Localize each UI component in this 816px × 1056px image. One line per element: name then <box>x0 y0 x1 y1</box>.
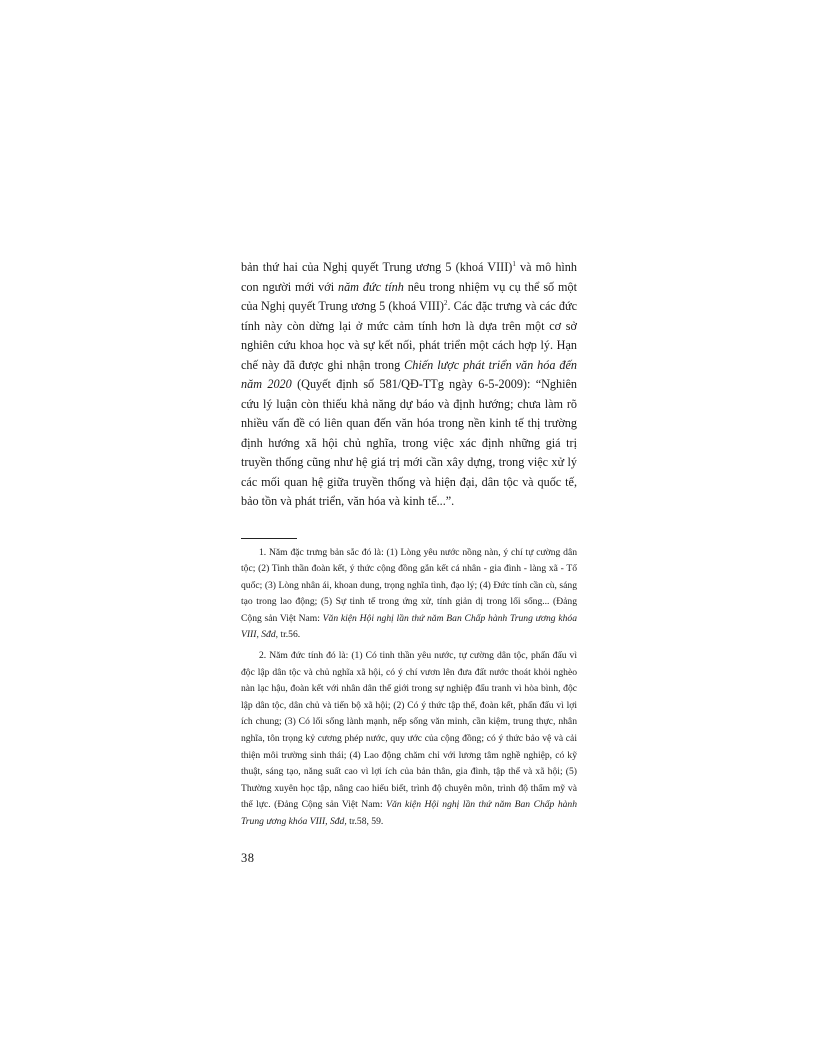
footnote-ref-2: 2 <box>443 298 448 307</box>
paragraph-segment: bản thứ hai của Nghị quyết Trung ương 5 (khoá VIII) <box>241 260 513 274</box>
paragraph-segment: . Các đặc trưng và các đức tính này còn dừng lại ở mức cảm tính hơn là dựa trên một cơ sở nghiên cứu khoa học và sự kết nối, phát triển một cách hợp lý. Hạn chế này đã được ghi nhận trong <box>241 299 577 372</box>
paragraph-segment: nêu trong nhiệm vụ cụ thể số một của Nghị quyết Trung ương 5 (khoá VIII) <box>241 279 577 313</box>
page-number: 38 <box>241 850 255 865</box>
footnote-text: 2. Năm đức tính đó là: (1) Có tinh thần yêu nước, tự cường dân tộc, phấn đấu vì độc lập dân tộc và chủ nghĩa xã hội, có ý chí vươn lên đưa đất nước thoát khỏi nghèo nàn lạc hậu, đoàn kết với nhân dân thế giới trong sự nghiệp đấu tranh vì hòa bình, độc lập dân tộc, dân chủ và tiến bộ xã hội; (2) Có ý thức tập thể, đoàn kết, phấn đấu vì lợi ích chung; (3) Có lối sống lành mạnh, nếp sống văn minh, cần kiệm, trung thực, nhân nghĩa, tôn trọng kỷ cương phép nước, quy ước của cộng đồng; có ý thức bảo vệ và cải thiện môi trường sinh thái; (4) Lao động chăm chỉ với lương tâm nghề nghiệp, có kỹ thuật, sáng tạo, năng suất cao vì lợi ích của bản thân, gia đình, tập thể và xã hội; (5) Thường xuyên học tập, nâng cao hiểu biết, trình độ chuyên môn, trình độ thẩm mỹ và thể lực. (Đảng Cộng sản Việt Nam: <box>241 650 577 811</box>
italic-phrase: năm đức tính <box>337 279 404 294</box>
footnote-tail: tr.58, 59. <box>346 816 384 827</box>
footnote-1 <box>241 545 577 645</box>
footnote-tail: tr.56. <box>278 629 301 641</box>
book-page <box>241 258 577 866</box>
footnote-text: 1. Năm đặc trưng bản sắc đó là: (1) Lòng yêu nước nồng nàn, ý chí tự cường dân tộc; (2) Tinh thần đoàn kết, ý thức cộng đồng gắn kết cá nhân - gia đình - làng xã - Tổ quốc; (3) Lòng nhân ái, khoan dung, trọng nghĩa tình, đạo lý; (4) Đức tính cần cù, sáng tạo trong lao động; (5) Sự tinh tế trong ứng xử, tính giản dị trong lối sống... (Đảng Cộng sản Việt Nam: <box>241 546 577 624</box>
footnote-ref-1: 1 <box>512 259 516 268</box>
footnote-italic: Văn kiện Hội nghị lần thứ năm Ban Chấp hành Trung ương khóa VIII, Sđd, <box>241 612 577 641</box>
italic-title: Chiến lược phát triển văn hóa đến năm 2020 <box>241 357 577 391</box>
footnote-italic: Văn kiện Hội nghị lần thứ năm Ban Chấp hành Trung ương khóa VIII, Sđd, <box>241 799 578 827</box>
footnote-divider <box>241 538 297 539</box>
main-paragraph <box>241 258 577 512</box>
footnote-2 <box>241 648 577 831</box>
paragraph-segment: (Quyết định số 581/QĐ-TTg ngày 6-5-2009): “Nghiên cứu lý luận còn thiếu khả năng dự báo và định hướng; chưa làm rõ nhiều vấn đề có liên quan đến văn hóa trong nền kinh tế thị trường định hướng xã hội chủ nghĩa, trong việc xác định những giá trị truyền thống cũng như hệ giá trị mới cần xây dựng, trong việc xử lý các mối quan hệ giữa truyền thống và hiện đại, dân tộc và quốc tế, bảo tồn và phát triển, văn hóa và kinh tế...”. <box>241 377 577 508</box>
paragraph-segment: và mô hình con người mới với <box>241 260 577 294</box>
